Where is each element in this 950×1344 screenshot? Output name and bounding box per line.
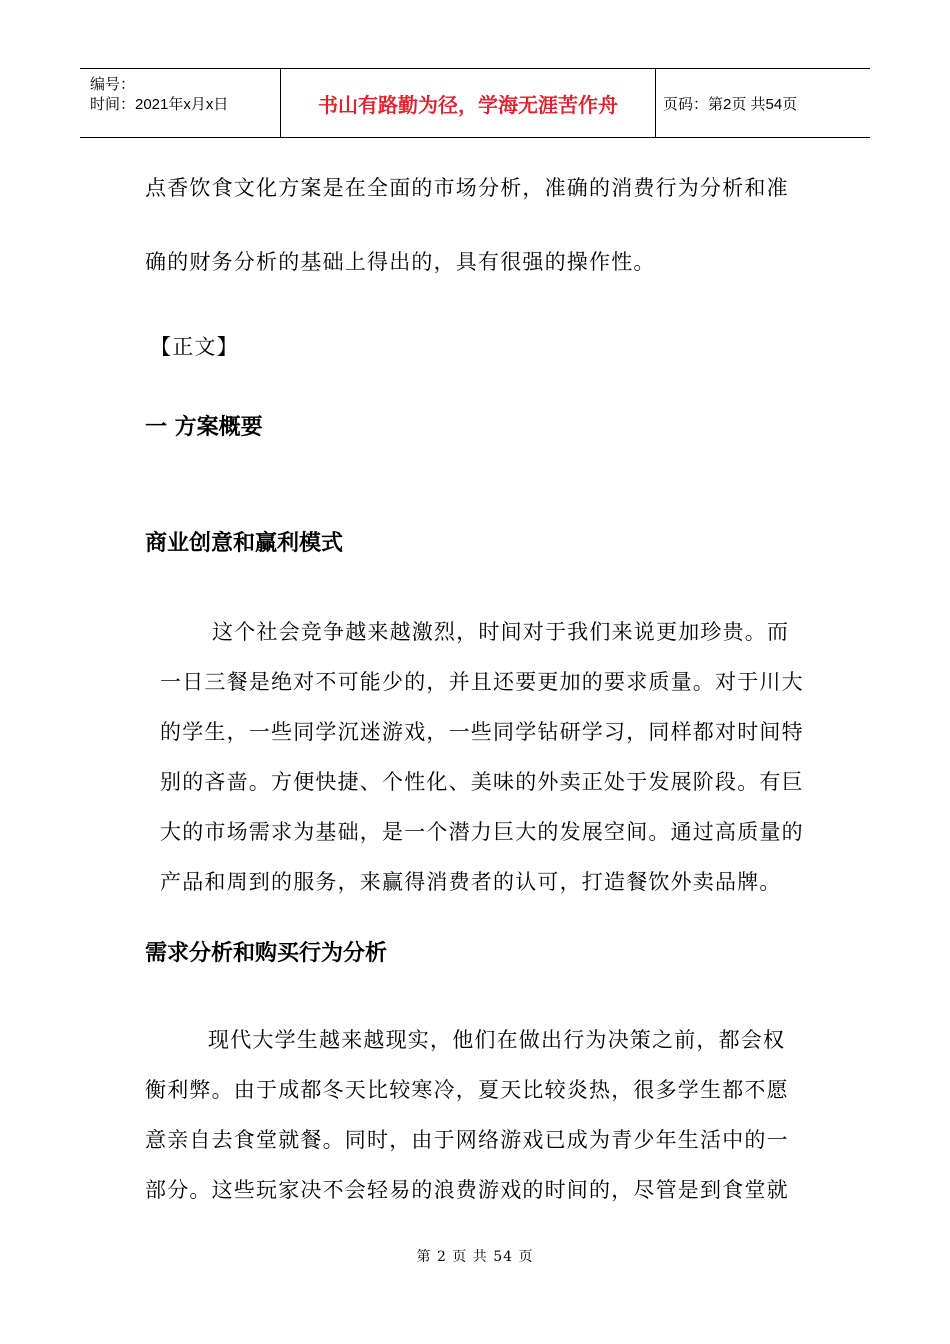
paragraph-line: 一日三餐是绝对不可能少的，并且还要更加的要求质量。对于川大 (160, 670, 804, 694)
header-page-info: 页码：第2页 共54页 (663, 95, 798, 113)
subsection-heading-demand-analysis: 需求分析和购买行为分析 (145, 941, 388, 966)
body-label: 【正文】 (150, 335, 239, 359)
intro-line-1: 点香饮食文化方案是在全面的市场分析，准确的消费行为分析和准 (145, 176, 789, 200)
section-heading: 一 方案概要 (145, 415, 263, 440)
page-footer: 第 2 页 共 54 页 (416, 1249, 534, 1265)
document-number-label: 编号： (90, 76, 136, 93)
paragraph-line: 的学生，一些同学沉迷游戏，一些同学钻研学习，同样都对时间特 (160, 720, 804, 744)
paragraph-line: 衡利弊。由于成都冬天比较寒冷，夏天比较炎热，很多学生都不愿 (145, 1078, 789, 1102)
subsection-heading-business-model: 商业创意和赢利模式 (145, 531, 344, 556)
document-time-label: 时间：2021年x月x日 (90, 96, 229, 113)
paragraph-line: 部分。这些玩家决不会轻易的浪费游戏的时间的，尽管是到食堂就 (145, 1178, 789, 1202)
page-header (80, 68, 870, 138)
paragraph-line: 现代大学生越来越现实，他们在做出行为决策之前，都会权 (208, 1028, 786, 1052)
header-motto: 书山有路勤为径，学海无涯苦作舟 (281, 69, 656, 137)
paragraph-line: 大的市场需求为基础，是一个潜力巨大的发展空间。通过高质量的 (160, 820, 804, 844)
paragraph-line: 别的吝啬。方便快捷、个性化、美味的外卖正处于发展阶段。有巨 (160, 770, 804, 794)
paragraph-line: 产品和周到的服务，来赢得消费者的认可，打造餐饮外卖品牌。 (160, 870, 782, 894)
header-meta (80, 69, 281, 137)
paragraph-line: 这个社会竞争越来越激烈，时间对于我们来说更加珍贵。而 (212, 620, 790, 644)
intro-line-2: 确的财务分析的基础上得出的，具有很强的操作性。 (145, 250, 656, 274)
paragraph-line: 意亲自去食堂就餐。同时，由于网络游戏已成为青少年生活中的一 (145, 1128, 789, 1152)
